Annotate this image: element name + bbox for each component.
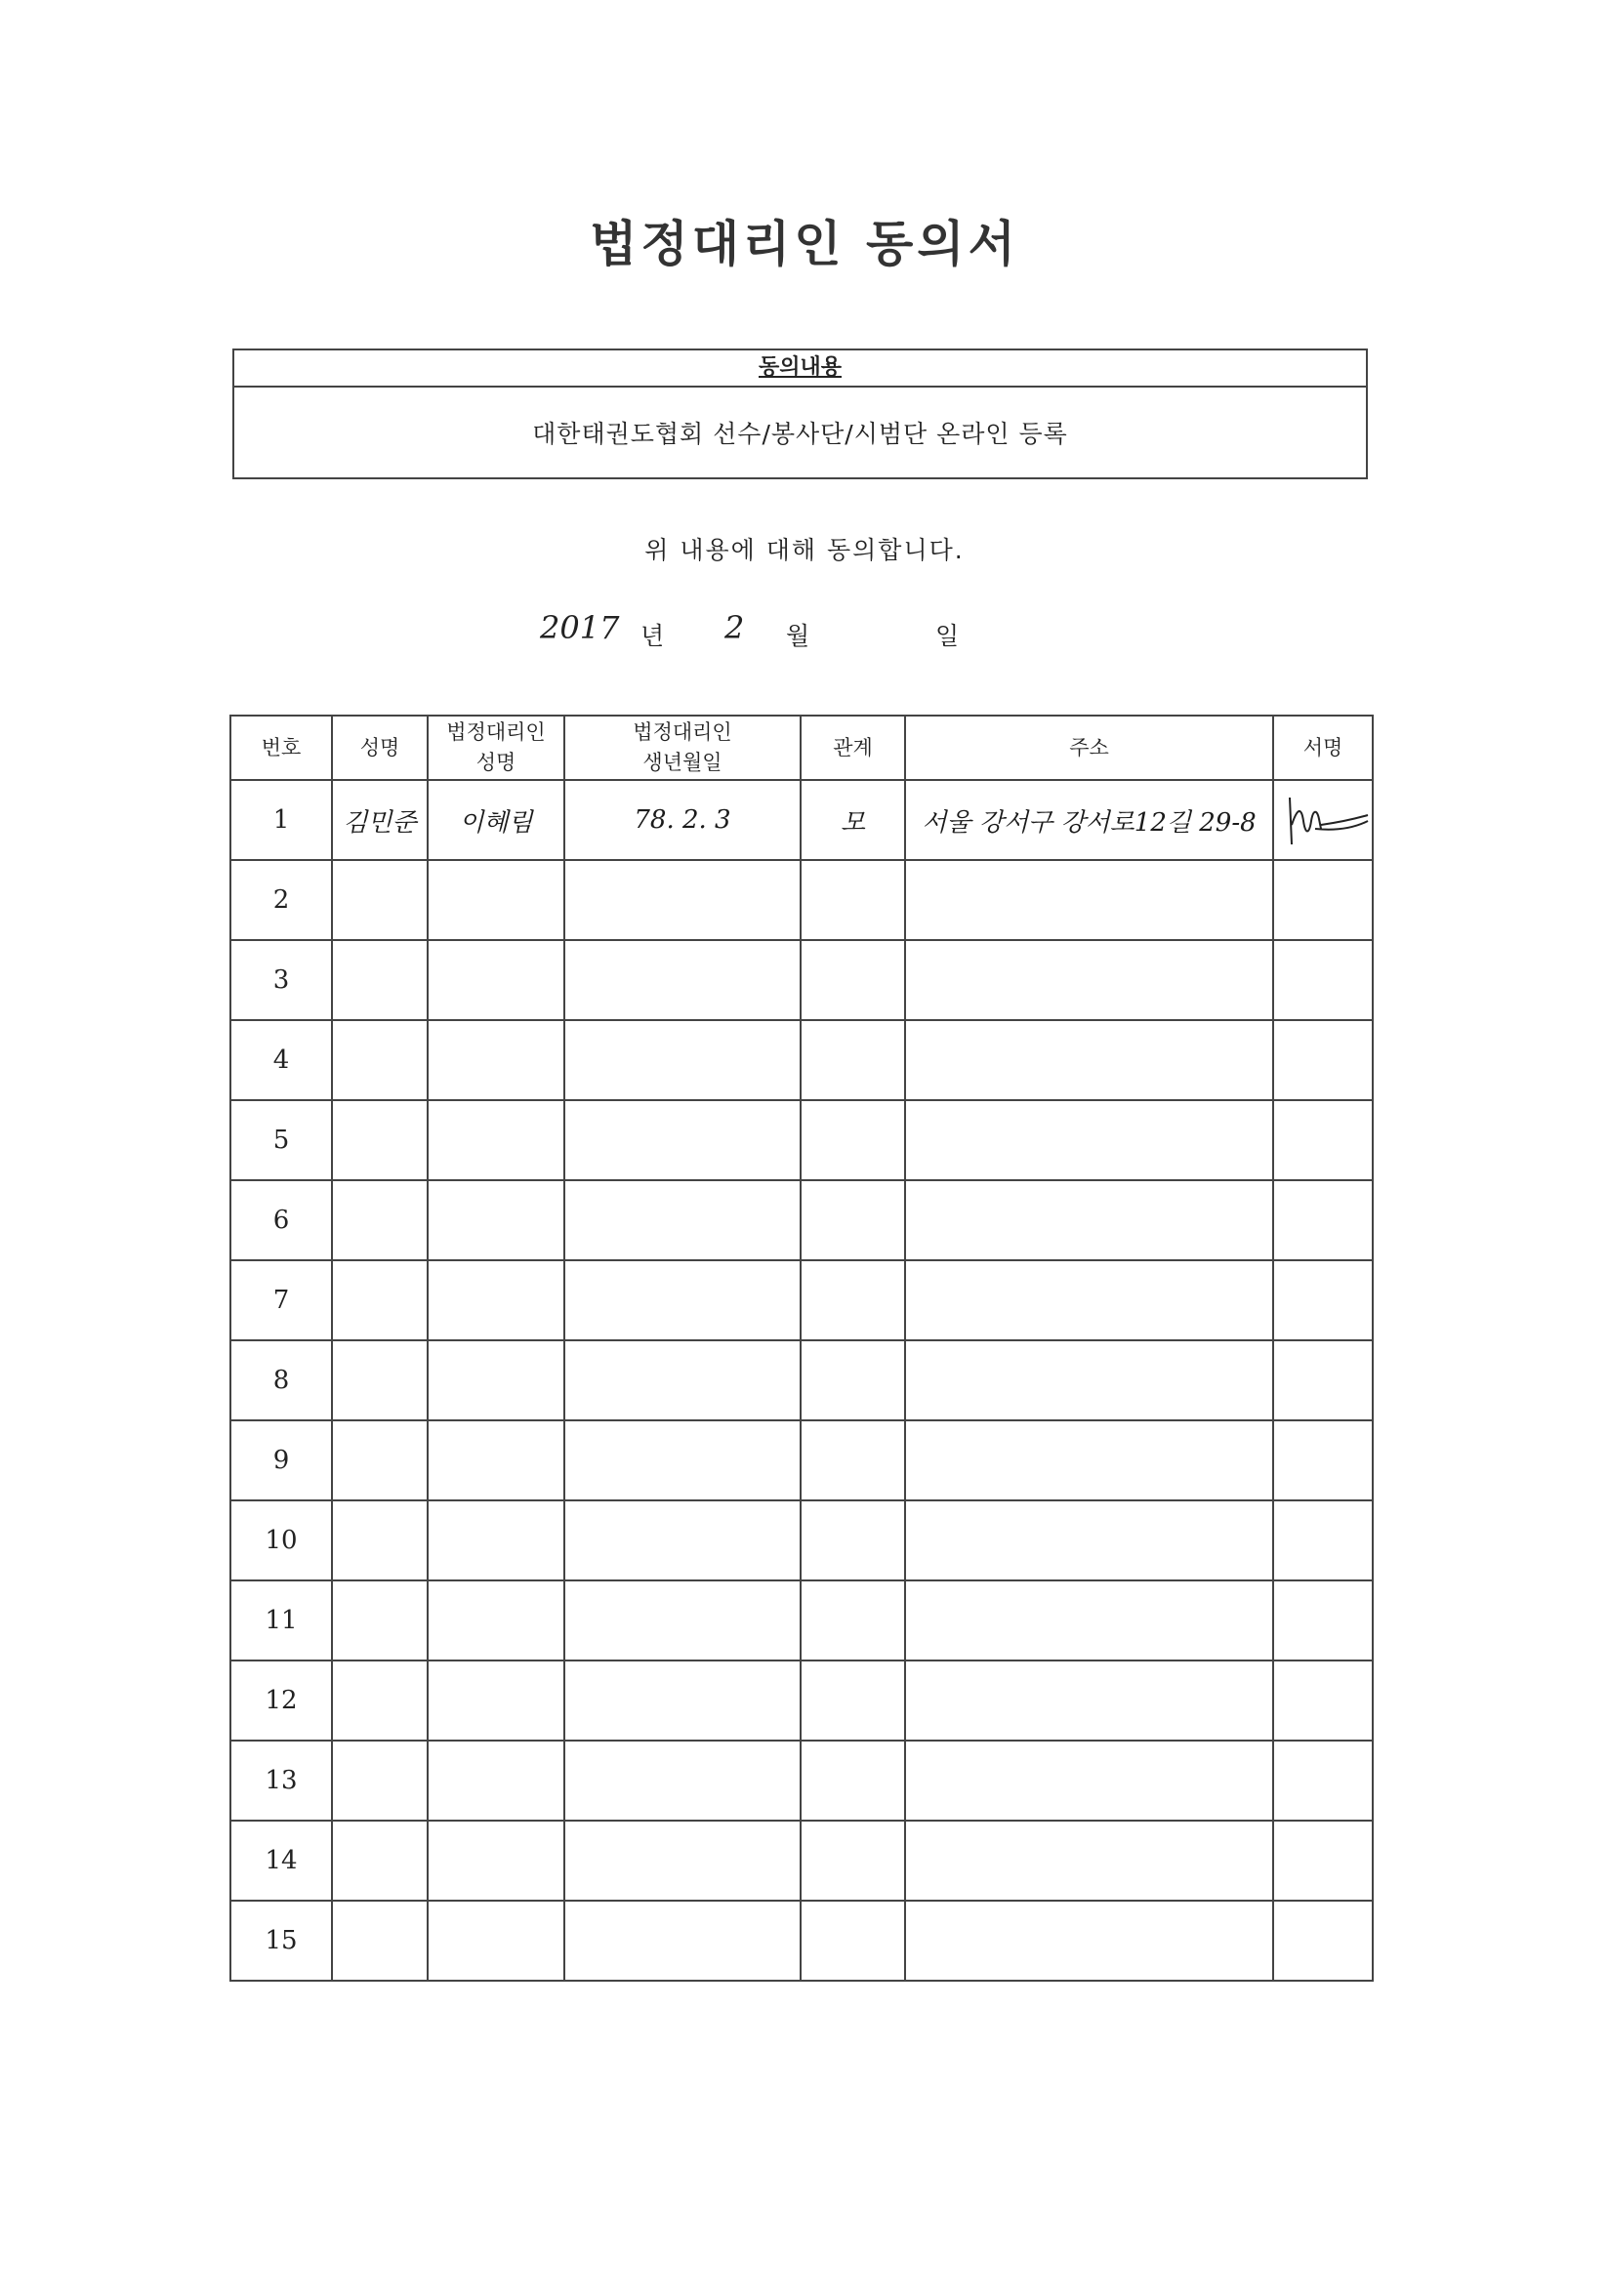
row-relation-field[interactable] xyxy=(801,1340,905,1420)
row-guardian-birth-field[interactable] xyxy=(564,1741,801,1821)
row-relation-field[interactable] xyxy=(801,1580,905,1660)
row-guardian-birth-field[interactable] xyxy=(564,1260,801,1340)
row-guardian-birth-field[interactable] xyxy=(564,1821,801,1901)
row-name-field[interactable] xyxy=(332,860,428,940)
row-number: 4 xyxy=(230,1020,332,1100)
row-name-field[interactable] xyxy=(332,1420,428,1500)
row-signature-field[interactable] xyxy=(1273,1660,1373,1741)
row-number: 10 xyxy=(230,1500,332,1580)
row-address-field[interactable] xyxy=(905,1741,1273,1821)
row-relation-field[interactable] xyxy=(801,1660,905,1741)
document-title: 법정대리인 동의서 xyxy=(590,216,1019,272)
table-row xyxy=(230,1500,1373,1580)
consent-content-text: 대한태권도협회 선수/봉사단/시범단 온라인 등록 xyxy=(532,420,1068,448)
row-guardian-birth-field[interactable] xyxy=(564,1340,801,1420)
row-relation-field[interactable] xyxy=(801,940,905,1020)
header-address: 주소 xyxy=(905,716,1273,780)
row-number: 12 xyxy=(230,1660,332,1741)
row-relation-field[interactable]: 모 xyxy=(801,780,905,860)
row-name-field[interactable] xyxy=(332,1260,428,1340)
table-row xyxy=(230,780,1373,860)
row-signature-field[interactable] xyxy=(1273,1260,1373,1340)
row-guardian-birth-field[interactable]: 78. 2. 3 xyxy=(564,780,801,860)
table-row xyxy=(230,860,1373,940)
row-number: 11 xyxy=(230,1580,332,1660)
row-name-field[interactable] xyxy=(332,940,428,1020)
header-guardian-birth-line1: 법정대리인 xyxy=(633,720,732,744)
row-name-field[interactable] xyxy=(332,1901,428,1981)
row-number: 14 xyxy=(230,1821,332,1901)
row-guardian-name-field[interactable] xyxy=(428,1420,564,1500)
row-name-field[interactable] xyxy=(332,1660,428,1741)
header-guardian-birth xyxy=(564,716,801,780)
row-signature-field[interactable] xyxy=(1273,1180,1373,1260)
table-header-row xyxy=(230,716,1373,780)
row-guardian-name-field[interactable] xyxy=(428,1260,564,1340)
row-name-field[interactable]: 김민준 xyxy=(332,780,428,860)
row-signature-field[interactable] xyxy=(1273,1340,1373,1420)
row-guardian-name-field[interactable] xyxy=(428,1580,564,1660)
row-signature-field[interactable] xyxy=(1273,1821,1373,1901)
row-number: 13 xyxy=(230,1741,332,1821)
row-number: 1 xyxy=(230,780,332,860)
row-signature-field[interactable] xyxy=(1273,1901,1373,1981)
row-signature-field[interactable] xyxy=(1273,1741,1373,1821)
row-address-field[interactable] xyxy=(905,1020,1273,1100)
row-relation-field[interactable] xyxy=(801,860,905,940)
row-signature-field[interactable] xyxy=(1273,1100,1373,1180)
consent-content-box xyxy=(232,348,1368,479)
row-guardian-name-field[interactable] xyxy=(428,1660,564,1741)
row-guardian-birth-field[interactable] xyxy=(564,1020,801,1100)
date-year-label: 년 xyxy=(640,622,665,650)
row-guardian-name-field[interactable] xyxy=(428,1500,564,1580)
header-signature: 서명 xyxy=(1273,716,1373,780)
row-relation-field[interactable] xyxy=(801,1020,905,1100)
row-guardian-birth-field[interactable] xyxy=(564,1660,801,1741)
row-guardian-name-field[interactable] xyxy=(428,940,564,1020)
row-guardian-birth-field[interactable] xyxy=(564,1420,801,1500)
agreement-statement: 위 내용에 대해 동의합니다. xyxy=(644,536,965,564)
date-line xyxy=(0,609,1609,662)
table-row xyxy=(230,1821,1373,1901)
date-month-label: 월 xyxy=(786,622,810,650)
header-guardian-name-line2: 성명 xyxy=(475,751,516,774)
consent-content-header xyxy=(234,350,1366,388)
row-name-field[interactable] xyxy=(332,1741,428,1821)
row-number: 7 xyxy=(230,1260,332,1340)
table-row xyxy=(230,1260,1373,1340)
date-day-label: 일 xyxy=(935,622,960,650)
row-number: 8 xyxy=(230,1340,332,1420)
table-row xyxy=(230,1901,1373,1981)
table-body xyxy=(230,780,1373,1981)
header-guardian-name-line1: 법정대리인 xyxy=(446,720,546,744)
row-guardian-name-field[interactable] xyxy=(428,1821,564,1901)
row-guardian-name-field[interactable] xyxy=(428,1901,564,1981)
row-address-field[interactable]: 서울 강서구 강서로12길 29-8 xyxy=(905,780,1273,860)
row-signature-field[interactable] xyxy=(1273,1580,1373,1660)
row-address-field[interactable] xyxy=(905,1100,1273,1180)
row-signature-field[interactable] xyxy=(1273,780,1373,860)
row-relation-field[interactable] xyxy=(801,1180,905,1260)
row-signature-field[interactable] xyxy=(1273,940,1373,1020)
row-guardian-name-field[interactable] xyxy=(428,1100,564,1180)
row-guardian-birth-field[interactable] xyxy=(564,1580,801,1660)
row-guardian-name-field[interactable] xyxy=(428,1340,564,1420)
row-name-field[interactable] xyxy=(332,1180,428,1260)
table-row xyxy=(230,1340,1373,1420)
header-guardian-name xyxy=(428,716,564,780)
row-guardian-birth-field[interactable] xyxy=(564,1901,801,1981)
header-relation: 관계 xyxy=(801,716,905,780)
header-name: 성명 xyxy=(332,716,428,780)
row-number: 6 xyxy=(230,1180,332,1260)
table-row xyxy=(230,1180,1373,1260)
row-guardian-birth-field[interactable] xyxy=(564,1500,801,1580)
row-number: 3 xyxy=(230,940,332,1020)
row-guardian-name-field[interactable] xyxy=(428,860,564,940)
table-row xyxy=(230,1100,1373,1180)
row-address-field[interactable] xyxy=(905,1901,1273,1981)
row-relation-field[interactable] xyxy=(801,1821,905,1901)
row-relation-field[interactable] xyxy=(801,1741,905,1821)
row-guardian-birth-field[interactable] xyxy=(564,860,801,940)
row-address-field[interactable] xyxy=(905,1180,1273,1260)
row-relation-field[interactable] xyxy=(801,1901,905,1981)
header-guardian-birth-line2: 생년월일 xyxy=(642,751,722,774)
row-address-field[interactable] xyxy=(905,940,1273,1020)
row-guardian-birth-field[interactable] xyxy=(564,1180,801,1260)
table-row xyxy=(230,1020,1373,1100)
row-signature-field[interactable] xyxy=(1273,860,1373,940)
guardian-roster-table xyxy=(229,715,1374,1982)
row-guardian-birth-field[interactable] xyxy=(564,1100,801,1180)
row-number: 2 xyxy=(230,860,332,940)
row-guardian-name-field[interactable] xyxy=(428,1020,564,1100)
row-address-field[interactable] xyxy=(905,1580,1273,1660)
row-relation-field[interactable] xyxy=(801,1100,905,1180)
row-address-field[interactable] xyxy=(905,1500,1273,1580)
row-address-field[interactable] xyxy=(905,1420,1273,1500)
row-number: 5 xyxy=(230,1100,332,1180)
row-guardian-name-field[interactable]: 이혜림 xyxy=(428,780,564,860)
table-row xyxy=(230,1660,1373,1741)
row-address-field[interactable] xyxy=(905,1660,1273,1741)
row-name-field[interactable] xyxy=(332,1020,428,1100)
header-number: 번호 xyxy=(230,716,332,780)
row-address-field[interactable] xyxy=(905,1340,1273,1420)
table-row xyxy=(230,1741,1373,1821)
row-name-field[interactable] xyxy=(332,1500,428,1580)
row-relation-field[interactable] xyxy=(801,1260,905,1340)
handwritten-signature xyxy=(1276,786,1370,854)
row-relation-field[interactable] xyxy=(801,1420,905,1500)
consent-content-header-label: 동의내용 xyxy=(758,355,842,380)
date-month-handwritten[interactable]: 2 xyxy=(724,609,745,646)
row-name-field[interactable] xyxy=(332,1100,428,1180)
row-guardian-birth-field[interactable] xyxy=(564,940,801,1020)
row-name-field[interactable] xyxy=(332,1580,428,1660)
row-signature-field[interactable] xyxy=(1273,1420,1373,1500)
row-address-field[interactable] xyxy=(905,1821,1273,1901)
row-guardian-name-field[interactable] xyxy=(428,1180,564,1260)
table-row xyxy=(230,1580,1373,1660)
row-name-field[interactable] xyxy=(332,1340,428,1420)
row-address-field[interactable] xyxy=(905,1260,1273,1340)
table-row xyxy=(230,1420,1373,1500)
table-row xyxy=(230,940,1373,1020)
row-guardian-name-field[interactable] xyxy=(428,1741,564,1821)
row-signature-field[interactable] xyxy=(1273,1020,1373,1100)
row-number: 15 xyxy=(230,1901,332,1981)
row-name-field[interactable] xyxy=(332,1821,428,1901)
row-signature-field[interactable] xyxy=(1273,1500,1373,1580)
date-year-handwritten[interactable]: 2017 xyxy=(540,609,620,646)
row-relation-field[interactable] xyxy=(801,1500,905,1580)
row-address-field[interactable] xyxy=(905,860,1273,940)
row-number: 9 xyxy=(230,1420,332,1500)
